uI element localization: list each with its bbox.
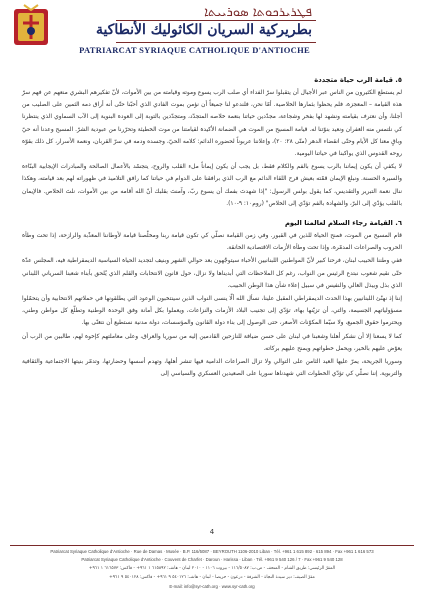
footer xyxy=(0,545,424,600)
paragraph: وسوريا الجريحة، يمرّ عليها العيد الثامن على التوالي ولا تزال الصراعات الدامية فيها تنشر أهلها، وتهدم أسسها وحضارتها، وتدمّر بنيتها الاجتماعية والثقافية والتربوية. إننا نصلّي كي تؤدّي الخطوات التي شهدناها سوريا على الصعيدين العسكري والسياسي إلى xyxy=(22,359,402,378)
section-title: ٥. قيامة الرب حياة متجددة xyxy=(314,76,402,84)
paragraph: كما لا يسعنا إلا أن نشكر أهلنا وشعبنا في لبنان على حسن ضيافة للنازحين القادمين إليه من سوريا والعراق، وعلى معاملتهم كإخوة لهم، طالبين من الرب أن يعوّض عليهم بالخير، ويحمل خطواتهم ويمنح عليهم بركاته. xyxy=(22,333,402,352)
footer-address-fr-2: Patriarcat Syriaque Catholique d'Antioche · Couvent de Charfet · Daroun · Harissa · Liban · Tél. +961 9 540 126 / 7 · Fax +961 9 540 128 xyxy=(81,557,343,562)
footer-rule xyxy=(10,545,414,546)
header-rule-top xyxy=(116,20,316,21)
header-rule-bottom xyxy=(116,42,316,43)
paragraph: ففي وطننا الحبيب لبنان، فرحنا كبير لأنّ المواطنين اللبنانيين الأحباء سيتوجّهون بعد حوالي الشهر وبنيف لتجديد الحياة السياسية الديمقراطية فيه، المجلس عدّة حتّى نقيم شعوب نبتدع الرئيس من النواب، رغم كل الملاحظات التي أبديناها ولا نزال، حول قانون الانتخابات والقلم الذي يُلحق بأبناء شعبنا السرياني اللبناني الذي بذل وبيذل الغالي والنفيس في سبيل إعلاء شأن هذا الوطن الحبيب. xyxy=(22,258,402,289)
paragraph: قام المسيح من الموت، فمنح الحياة للذين في القبور. وفي زمن القيامة نصلّي كي تكون قيامة ربنا ومخلّصنا قيامة لأوطاننا المعذّبة والرازحة، إذا تحت وطأة الحروب والصراعات المدمّرة، وإذا تحت وطأة الأزمات الاقتصادية الخانقة. xyxy=(22,233,402,252)
section-title: ٦. القيامة رجاء السلام لعالمنا اليوم xyxy=(284,219,402,228)
syriac-heading: ܦܛܪܝܪܟܘܬܐ ܣܘܪܝܝܬܐ xyxy=(204,5,312,20)
letter-body xyxy=(22,74,402,381)
footer-address-ar-2: مقرّ الصيف: دير سيدة النجاة - الشرفة - درعون - حريصا - لبنان - هاتف: ٥٤٠١٢٦ ٩ ٩٦١+ - فاكس: ٥٤٠١٢٨ ٩ ٩٦١+ xyxy=(109,575,315,580)
patriarchate-emblem-icon xyxy=(10,3,52,51)
paragraph: لم يستطع الكثيرون من الناس عبر الأجيال أن يتقبلوا سرّ الفداء أي صلب الرب يسوع وموته وقيامته من بين الأموات، لأنّ تفكيرهم البشري منعهم عن فهم سرّ هذه القيامة – المعجزة، فلم يحظوا بثمارها الخلاصية. أمّا نحن، فلندعو لنا جميعاً أن نؤمن بموت الفادي الذي أحبّنا حتّى أنه أراق دمه الثمين على الصليب من أجلنا، وأن نعترف بقيامته ونشهد لها بفخر وشجاعة، مجدّدين حياتنا بنعمة خلاصه المتجدّد، ومتجدّدين بالتوبة إلى العودة البنوية إلى الآب السماوي الذي ينتظرنا كي نلتمس منه الغفران ونعيد بنوّتنا له. قيامة المسيح من الموت هي الضمانة الأكيدة لقيامتنا من موت الخطيئة وتحرّرنا من عبودية الشرّ. المسيح وعدنا أنه حيّ وباقٍ معنا كل الأيام وحتّى انقضاء الدهر (متّى ٢٨: ٢٠)، وإعلاننا عربوناً لحضوره الدائم: كلامه الحيّ، وجسده ودمه في سرّ القربان، ونعمة الأسرار، كل ذلك بقوّة روحه القدوس الذي يواكبنا في حياتنا اليومية. xyxy=(22,90,402,158)
paragraph: إننا إذ نهنّئ اللبنانيين بهذا الحدث الديمقراطي المقبل علينا، نسأل الله ألّا ينسى النواب الذين سينتخبون الوعود التي يطلقونها في حملاتهم الانتخابية وأن يتحمّلوا مسؤولياتهم الجسيمة، والتي، أن تزيّنها بهاء، تؤدّي إلى تجنيب البلاد الأزمات والنزاعات، ويعملوا بكل أمانة وفق الوحدة الوطنية وتطلّع كل مواطن وطني، ويحترموا حقوق الجميع، ولا سيّما المكوّنات الأصغر، حتى الوصول إلى بناء دولة القانون والمؤسسات، دولة مدنية نستطيع أن نتغنّى بها. xyxy=(22,296,402,327)
arabic-heading: بطريركية السريان الكاثوليك الأنطاكية xyxy=(95,22,312,38)
letterhead xyxy=(0,0,424,62)
footer-contact[interactable]: E-mail: info@syr-cath.org · www.syr-cath.org xyxy=(169,584,255,589)
paragraph: لا يكفي أن يكون إيماننا بالرب يسوع بالفم والكلام فقط، بل يجب أن يكون إيماناً ملء القلب والروح، يتجسّد بالأعمال الصالحة والمبادرات الإيجابية البنّاءة والسيرة الحسنة. ونبلغ الإيمان قمّته بعيش فرح اللقاء الدائم مع الرب الذي برافقنا على الدوام في حياتنا كما رافق التلاميذ في ظهوراته لهم بعد قيامته، وهكذا ننال نعمة التبرير والتقديس، كما يقول بولس الرسول: "إذا شهدتَ بفمك أن يسوع ربّ، وآمنتَ بقلبك أنّ الله أقامه من بين الأموات، نلتَ الخلاص. فالإيمان بالقلب يؤدّي إلى البرّ، والشهادة بالفم تؤدّي إلى الخلاص" (روم١٠: ٩-١٠). xyxy=(22,164,402,207)
page-number: 4 xyxy=(209,528,215,536)
footer-address-fr-1: Patriarcat Syriaque Catholique d'Antioche · Rue de Damas · Musée · B.P. 116/5087 · BEYROUTH 1106-2010 Liban · Tél. +961 1 615 892 · 615 894 · Fax +961 1 616 573 xyxy=(50,549,374,554)
french-heading: PATRIARCAT SYRIAQUE CATHOLIQUE D'ANTIOCHE xyxy=(79,45,310,55)
footer-address-ar-1: المقرّ الرئيسي: طريق الشام - المتحف - ص.ب: ١١٦/٥٠٨٧ - بيروت ١١٠٦ - ٢٠١٠ لبنان - هاتف: ٦١٥٨٩٢ ١ ٩٦١+ - فاكس: ٦١٦٥٧٣ ١ ٩٦١+ xyxy=(88,566,336,571)
